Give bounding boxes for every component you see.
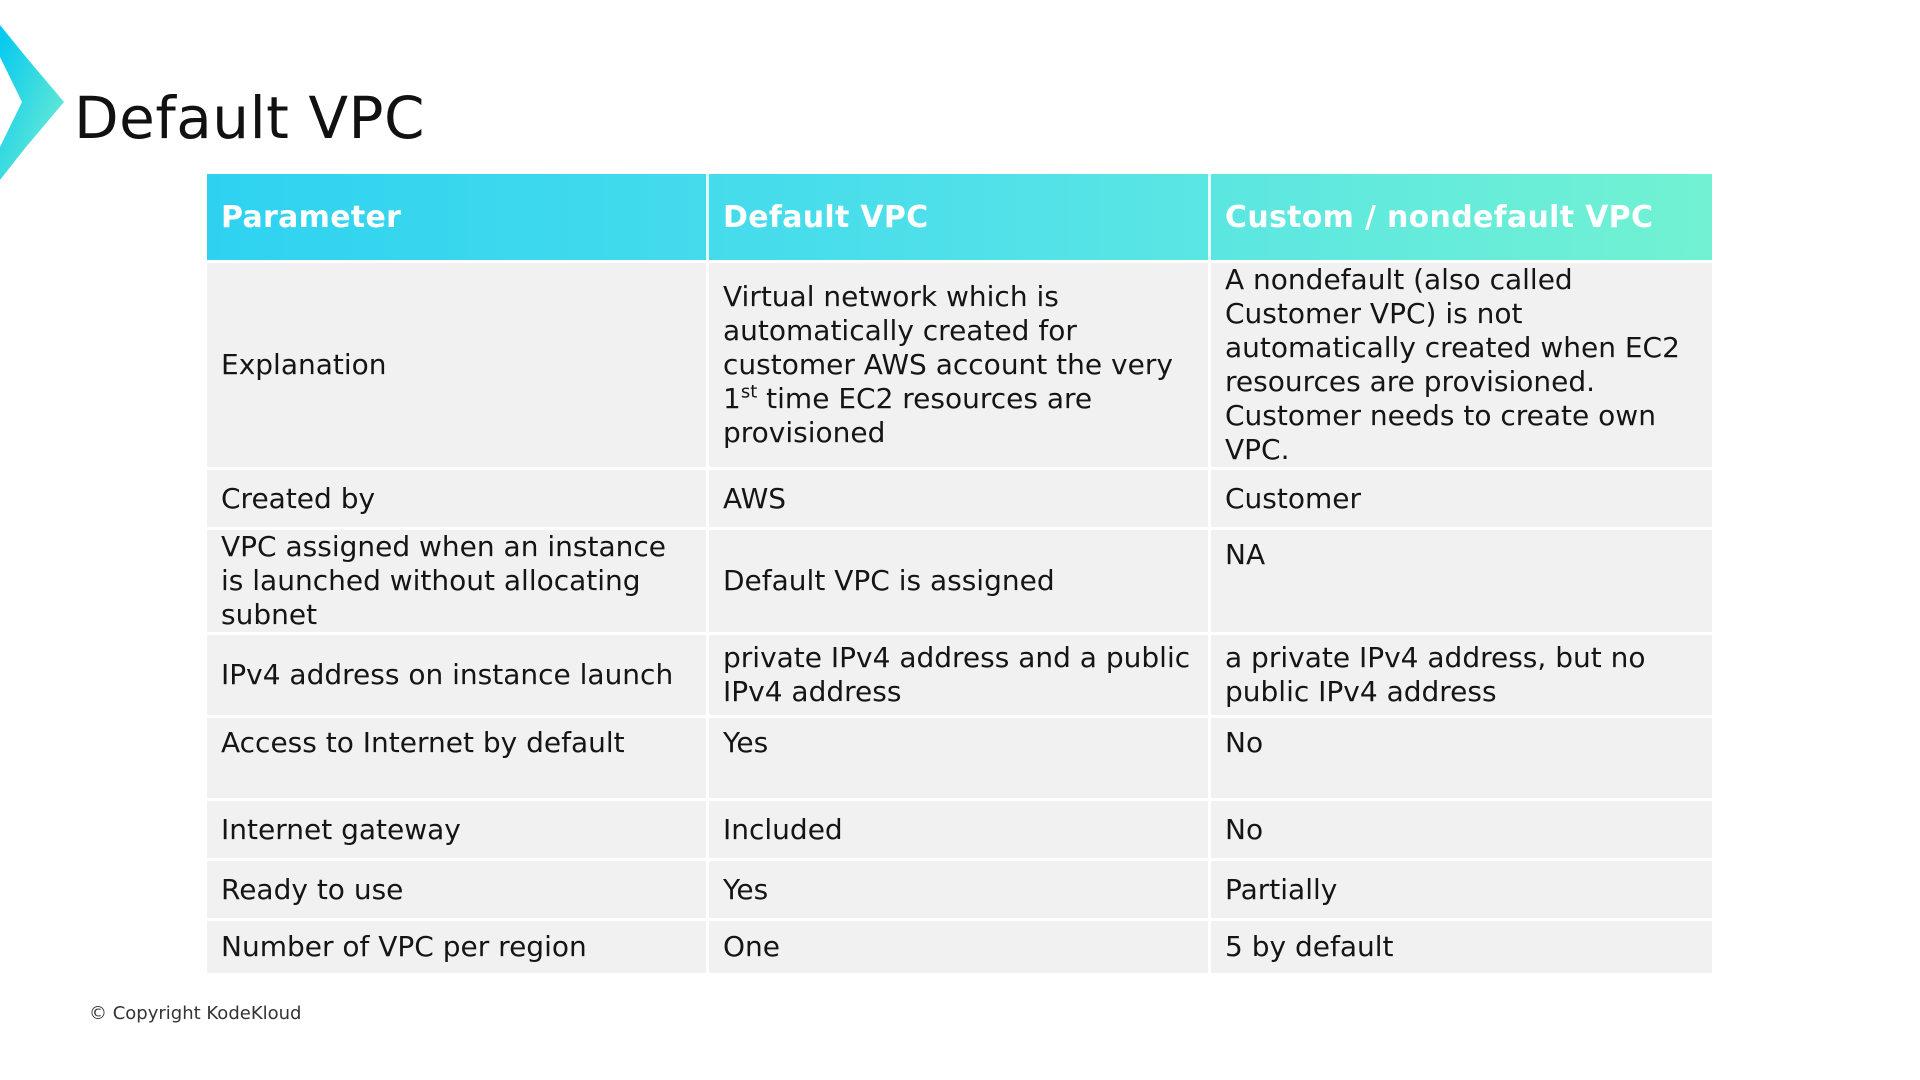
comparison-table-container bbox=[207, 174, 1712, 963]
header-parameter: Parameter bbox=[207, 174, 709, 260]
table-row bbox=[207, 918, 1712, 973]
chevron-logo-icon bbox=[0, 25, 64, 180]
cell-parameter: VPC assigned when an instance is launched without allocating subnet bbox=[207, 527, 709, 632]
table-row bbox=[207, 467, 1712, 527]
table-row bbox=[207, 858, 1712, 918]
cell-default-vpc bbox=[709, 260, 1211, 467]
cell-parameter: Internet gateway bbox=[207, 798, 709, 858]
cell-custom-vpc: Customer bbox=[1211, 467, 1712, 527]
cell-custom-vpc: NA bbox=[1211, 527, 1712, 632]
cell-default-vpc: Yes bbox=[709, 858, 1211, 918]
table-header-row bbox=[207, 174, 1712, 260]
cell-parameter: Access to Internet by default bbox=[207, 715, 709, 798]
cell-custom-vpc: 5 by default bbox=[1211, 918, 1712, 973]
header-default-vpc: Default VPC bbox=[709, 174, 1211, 260]
superscript: st bbox=[740, 381, 758, 403]
table-row bbox=[207, 798, 1712, 858]
cell-default-vpc: Included bbox=[709, 798, 1211, 858]
cell-text: Virtual network which is automatically created for customer AWS account the very 1 bbox=[723, 280, 1173, 415]
cell-custom-vpc: No bbox=[1211, 798, 1712, 858]
table-row bbox=[207, 527, 1712, 632]
table-row bbox=[207, 715, 1712, 798]
cell-parameter: Created by bbox=[207, 467, 709, 527]
cell-parameter: Explanation bbox=[207, 260, 709, 467]
comparison-table bbox=[207, 174, 1712, 973]
cell-parameter: IPv4 address on instance launch bbox=[207, 632, 709, 715]
cell-default-vpc: AWS bbox=[709, 467, 1211, 527]
cell-custom-vpc: a private IPv4 address, but no public IPv4 address bbox=[1211, 632, 1712, 715]
header-custom-vpc: Custom / nondefault VPC bbox=[1225, 199, 1654, 235]
table-row bbox=[207, 632, 1712, 715]
table-row bbox=[207, 260, 1712, 467]
copyright-text: © Copyright KodeKloud bbox=[89, 1003, 302, 1024]
cell-custom-vpc: A nondefault (also called Customer VPC) is not automatically created when EC2 resources are provisioned. Customer needs to create own VPC. bbox=[1211, 260, 1712, 467]
cell-default-vpc: Default VPC is assigned bbox=[709, 527, 1211, 632]
cell-default-vpc: private IPv4 address and a public IPv4 address bbox=[709, 632, 1211, 715]
page-title: Default VPC bbox=[74, 84, 426, 152]
cell-parameter: Ready to use bbox=[207, 858, 709, 918]
cell-text: time EC2 resources are provisioned bbox=[723, 382, 1093, 449]
cell-custom-vpc: Partially bbox=[1211, 858, 1712, 918]
cell-default-vpc: One bbox=[709, 918, 1211, 973]
cell-parameter: Number of VPC per region bbox=[207, 918, 709, 973]
cell-custom-vpc: No bbox=[1211, 715, 1712, 798]
cell-default-vpc: Yes bbox=[709, 715, 1211, 798]
